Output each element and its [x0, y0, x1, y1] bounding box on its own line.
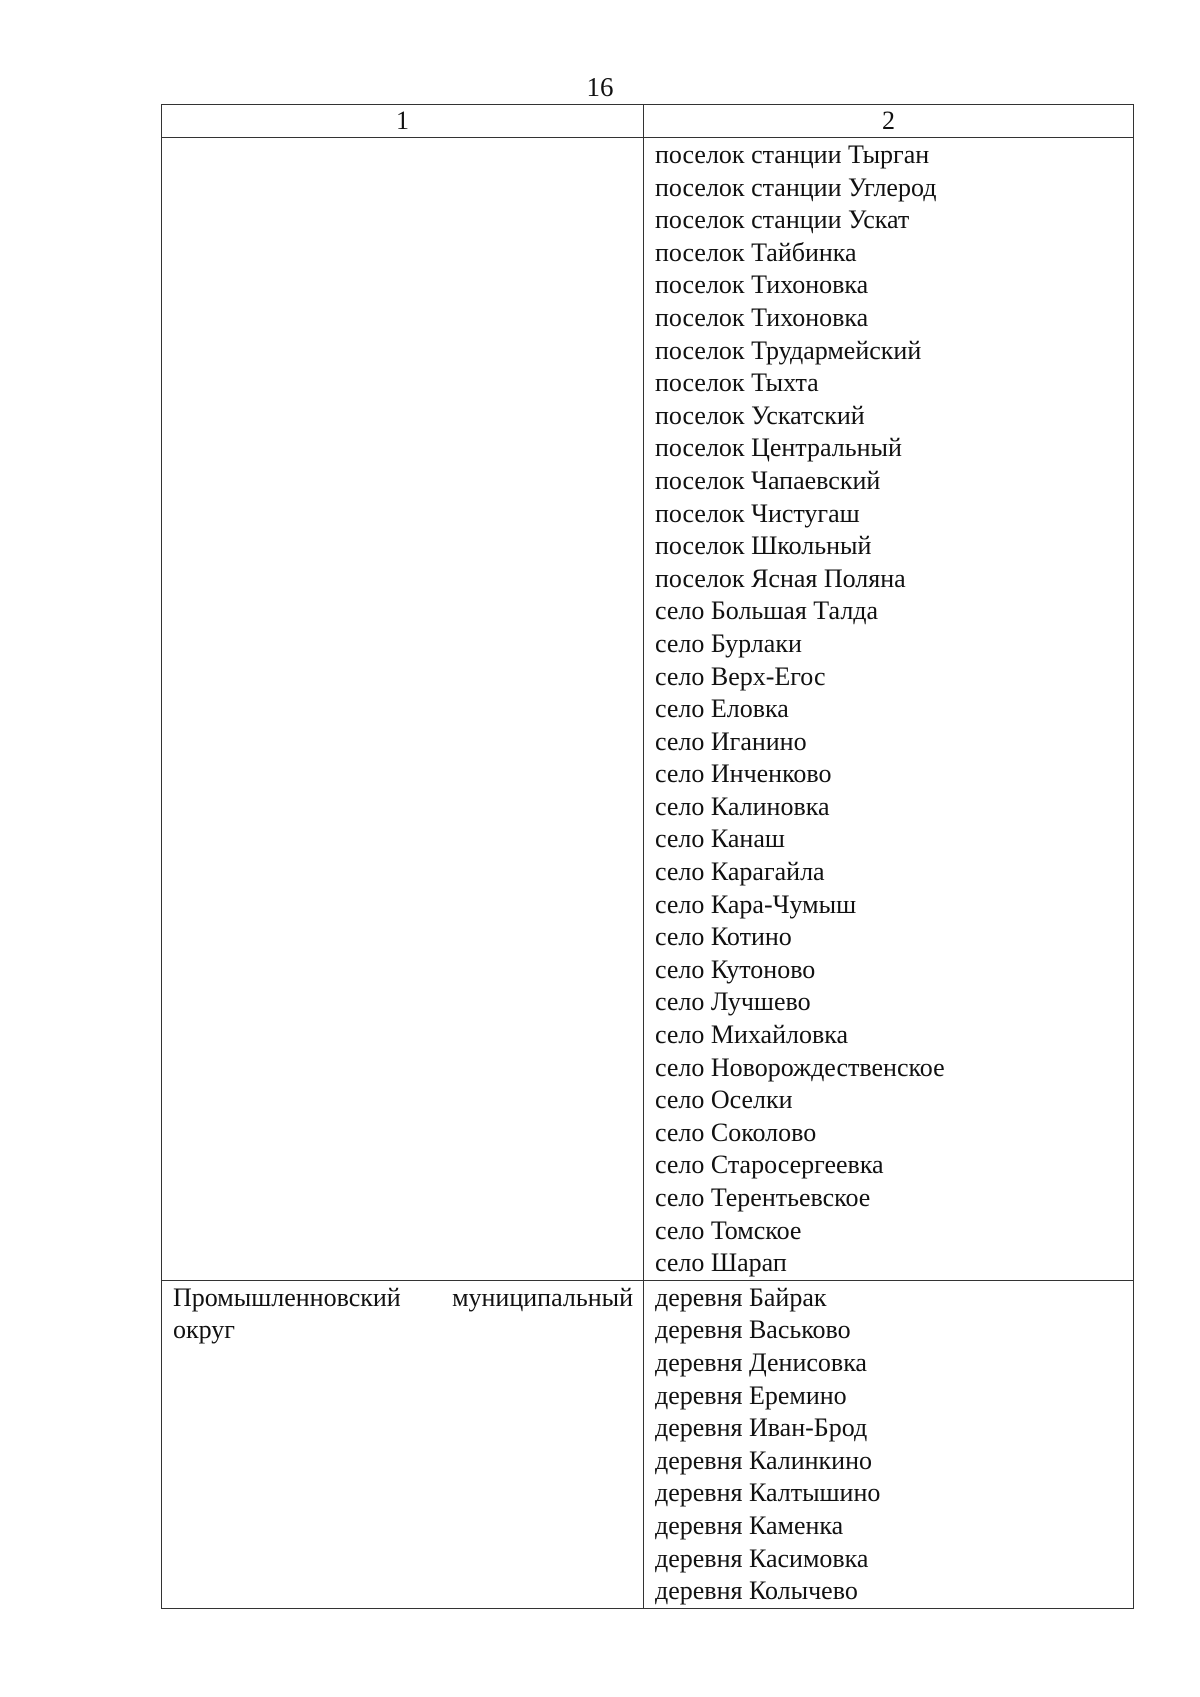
settlements-cell: [644, 1280, 1134, 1608]
settlements-cell: [644, 138, 1134, 1281]
table-header-row: [162, 105, 1134, 138]
settlement-item: село Иганино: [655, 726, 807, 756]
settlement-item: деревня Денисовка: [655, 1347, 867, 1377]
settlement-item: деревня Байрак: [655, 1282, 827, 1312]
settlement-item: село Котино: [655, 922, 792, 952]
settlements-table: [161, 104, 1134, 1609]
settlement-item: село Бурлаки: [655, 628, 802, 658]
settlement-item: поселок Чапаевский: [655, 465, 881, 495]
settlement-item: поселок Трудармейский: [655, 335, 922, 365]
settlement-item: село Канаш: [655, 824, 785, 854]
settlement-item: деревня Васьково: [655, 1315, 851, 1345]
settlement-item: село Соколово: [655, 1117, 817, 1147]
settlement-item: село Шарап: [655, 1248, 787, 1278]
settlement-item: поселок Школьный: [655, 531, 872, 561]
settlement-item: поселок Тайбинка: [655, 237, 857, 267]
page-number: 16: [586, 72, 614, 102]
settlement-item: поселок Тихоновка: [655, 270, 869, 300]
settlement-item: село Томское: [655, 1215, 802, 1245]
settlement-item: село Еловка: [655, 694, 789, 724]
settlement-item: село Калиновка: [655, 791, 830, 821]
settlement-list: [655, 139, 1127, 1280]
district-name: Промышленновский муниципальный округ: [173, 1282, 633, 1345]
column-header-2: 2: [644, 105, 1134, 138]
settlement-item: село Карагайла: [655, 857, 825, 887]
settlement-item: село Лучшево: [655, 987, 811, 1017]
settlement-item: поселок Тыхта: [655, 368, 819, 398]
settlement-item: поселок станции Тырган: [655, 140, 930, 169]
settlement-item: деревня Калинкино: [655, 1445, 872, 1475]
settlement-item: деревня Иван-Брод: [655, 1413, 868, 1443]
settlement-item: деревня Калтышино: [655, 1478, 881, 1508]
settlement-item: деревня Каменка: [655, 1510, 844, 1540]
settlement-item: поселок Ускатский: [655, 400, 865, 430]
settlement-item: поселок Ясная Поляна: [655, 563, 906, 593]
column-header-1: 1: [162, 105, 644, 138]
settlement-item: поселок Тихоновка: [655, 302, 869, 332]
settlement-item: село Терентьевское: [655, 1183, 871, 1212]
settlement-item: село Михайловка: [655, 1020, 849, 1050]
settlement-item: деревня Еремино: [655, 1380, 847, 1410]
table-row: [162, 1280, 1134, 1608]
settlement-item: село Кара-Чумыш: [655, 889, 857, 919]
settlement-item: поселок станции Ускат: [655, 205, 910, 235]
settlement-item: село Верх-Егос: [655, 661, 826, 691]
settlement-item: поселок Чистугаш: [655, 498, 860, 528]
settlement-item: село Инченково: [655, 759, 832, 789]
settlement-item: поселок Центральный: [655, 433, 902, 463]
settlement-item: деревня Колычево: [655, 1576, 858, 1606]
settlement-item: село Новорождественское: [655, 1052, 945, 1082]
settlement-item: поселок станции Углерод: [655, 172, 937, 202]
settlement-item: деревня Касимовка: [655, 1543, 869, 1573]
table-row: [162, 138, 1134, 1281]
settlement-list: [655, 1282, 1127, 1608]
district-cell: [162, 1280, 644, 1608]
district-cell: [162, 138, 644, 1281]
settlement-item: село Старосергеевка: [655, 1150, 884, 1180]
settlement-item: село Кутоново: [655, 954, 816, 984]
settlement-item: село Оселки: [655, 1085, 793, 1115]
settlement-item: село Большая Талда: [655, 596, 879, 626]
